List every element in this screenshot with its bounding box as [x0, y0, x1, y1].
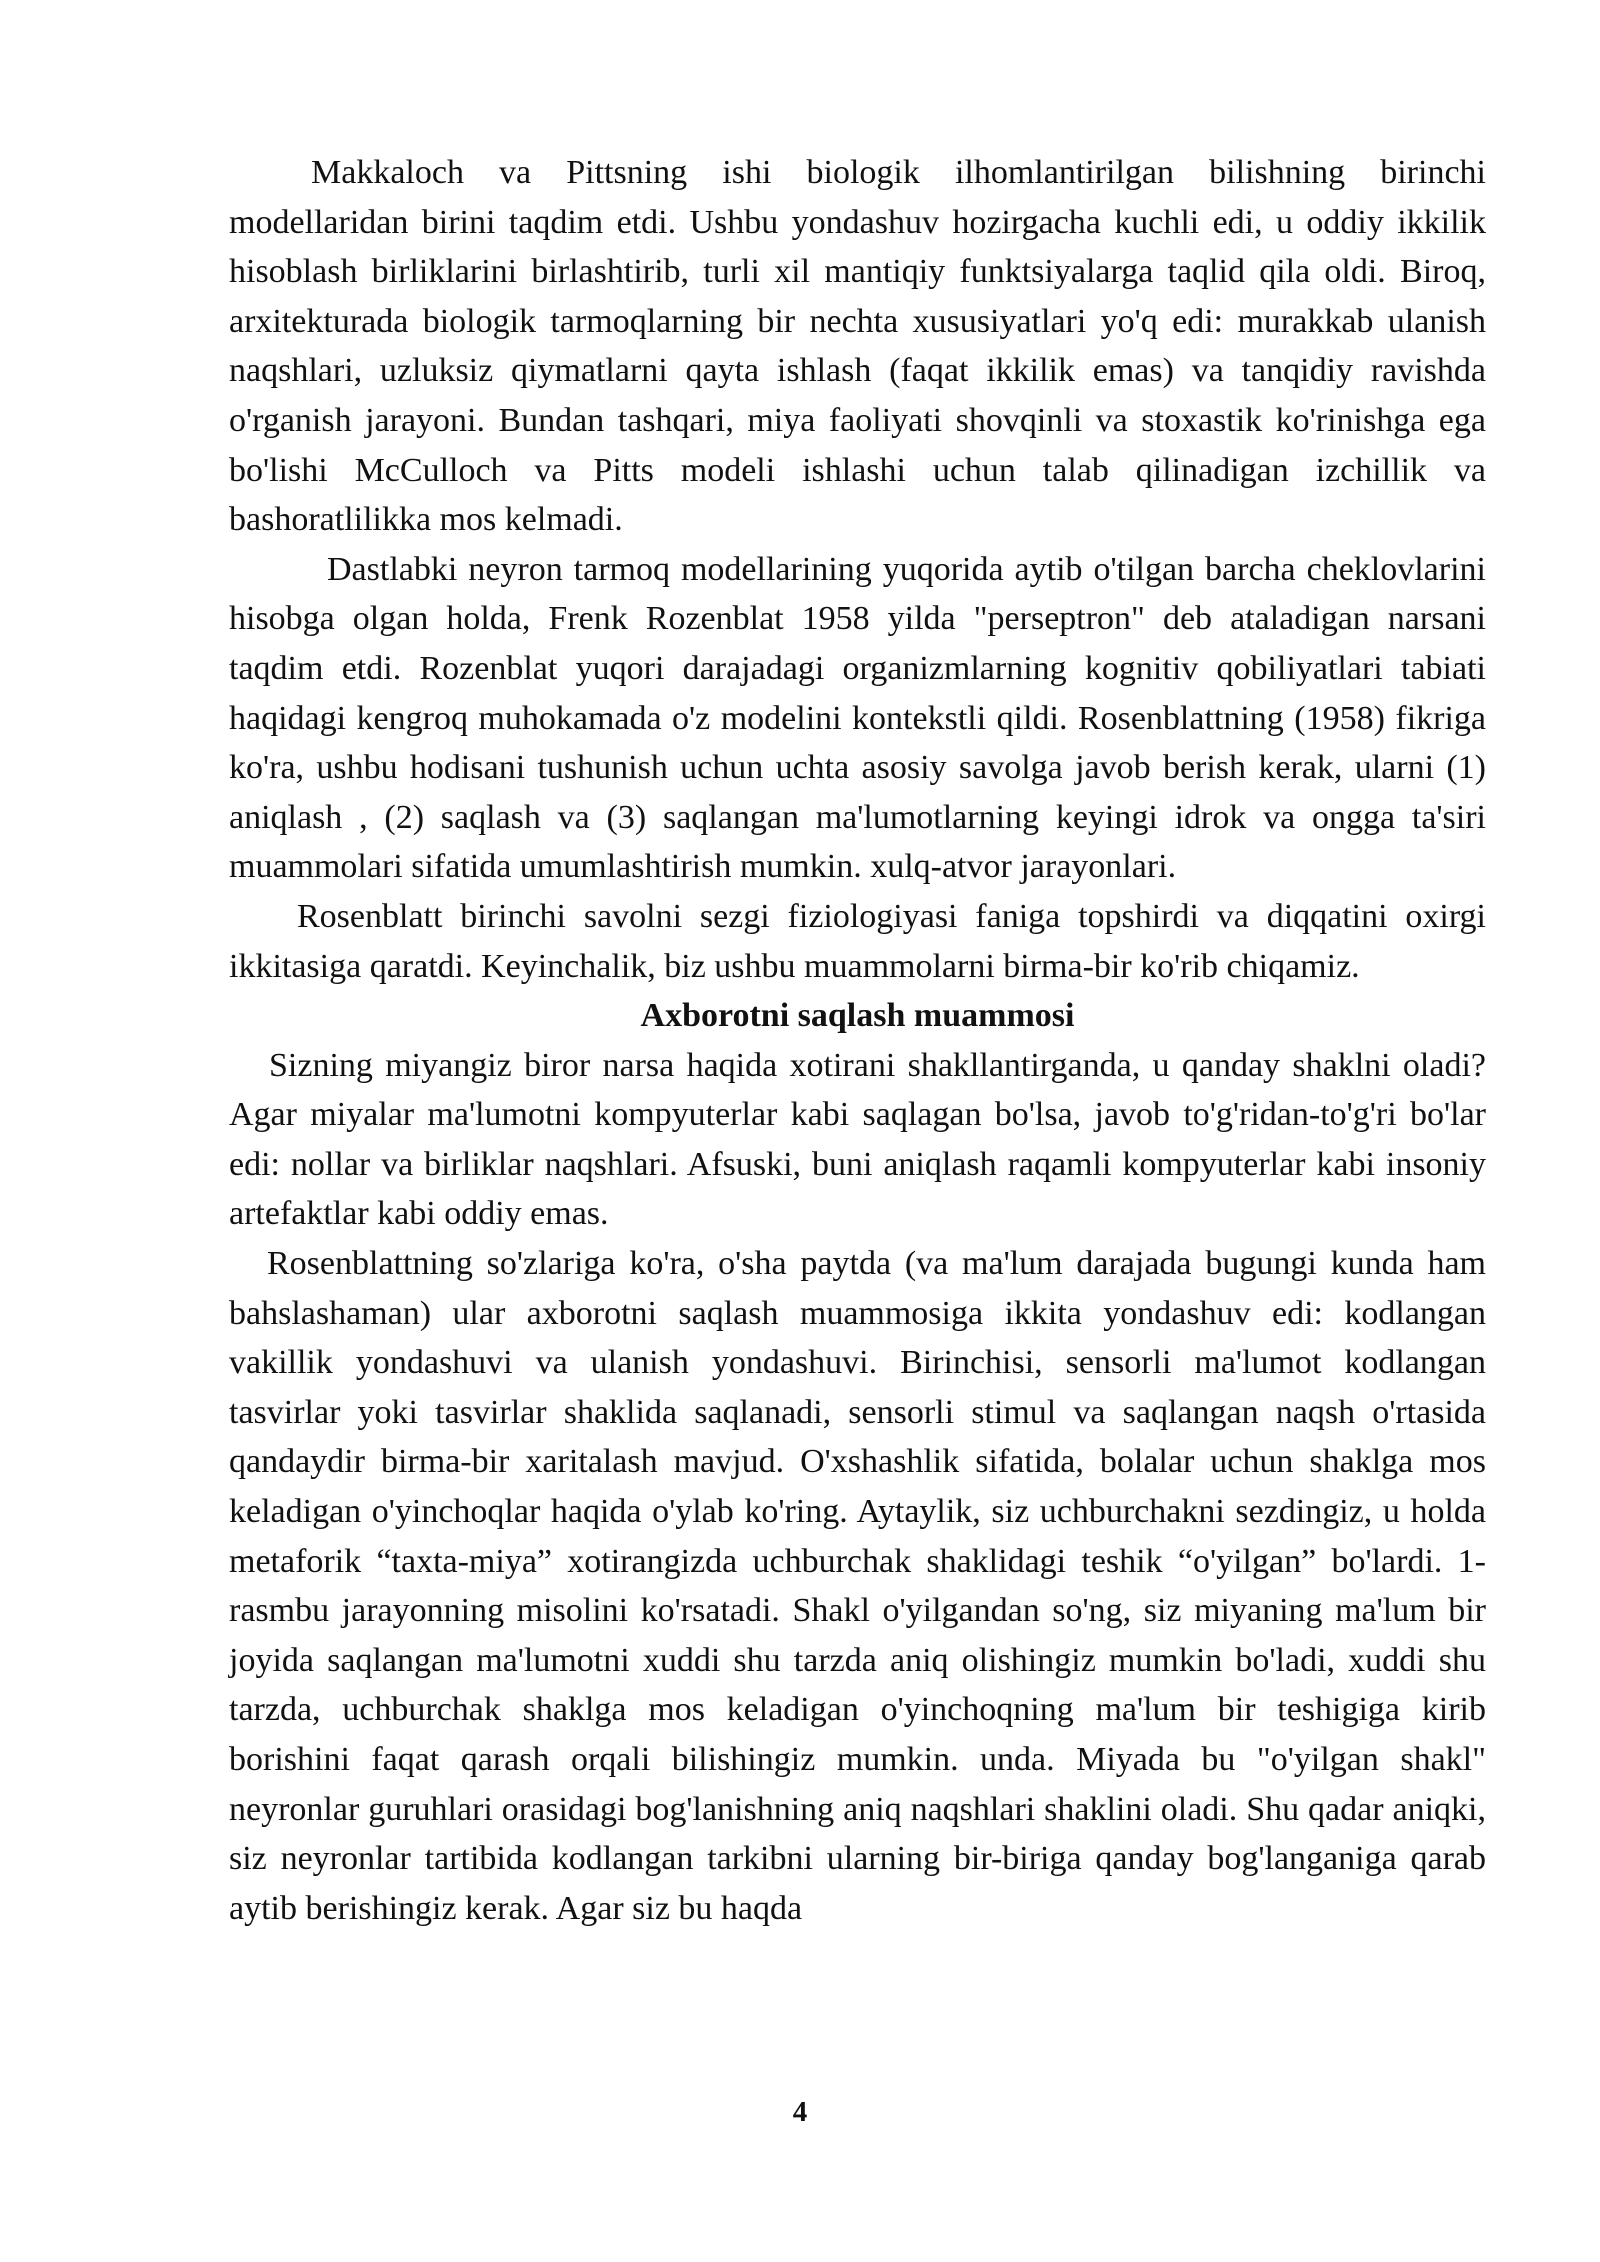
section-heading: Axborotni saqlash muammosi: [640, 997, 1075, 1035]
paragraph-perceptron-intro: Dastlabki neyron tarmoq modellarining yuqorida aytib o'tilgan barcha cheklovlarini hisobga olgan holda, Frenk Rozenblat 1958 yilda "perseptron" deb ataladigan narsani taqdim etdi. Rozenblat yuqori darajadagi organizmlarning kognitiv qobiliyatlari tabiati haqidagi kengroq muhokamada o'z modelini kontekstli qildi. Rosenblattning (1958) fikriga ko'ra, ushbu hodisani tushunish uchun uchta asosiy savolga javob berish kerak, ularni (1) aniqlash , (2) saqlash va (3) saqlangan ma'lumotlarning keyingi idrok va ongga ta'siri muammolari sifatida umumlashtirish mumkin. xulq-atvor jarayonlari.: [229, 550, 1486, 886]
paragraph-memory-form: Sizning miyangiz biror narsa haqida xotirani shakllantirganda, u qanday shaklni oladi? Agar miyalar ma'lumotni kompyuterlar kabi saqlagan bo'lsa, javob to'g'ridan-to'g'ri bo'lar edi: nollar va birliklar naqshlari. Afsuski, buni aniqlash raqamli kompyuterlar kabi insoniy artefaktlar kabi oddiy emas.: [229, 1046, 1486, 1233]
document-body: [229, 148, 1486, 1933]
page-number: 4: [792, 2096, 808, 2128]
paragraph-mcculloch-pitts: Makkaloch va Pittsning ishi biologik ilhomlantirilgan bilishning birinchi modellaridan birini taqdim etdi. Ushbu yondashuv hozirgacha kuchli edi, u oddiy ikkilik hisoblash birliklarini birlashtirib, turli xil mantiqiy funktsiyalarga taqlid qila oldi. Biroq, arxitekturada biologik tarmoqlarning bir nechta xususiyatlari yo'q edi: murakkab ulanish naqshlari, uzluksiz qiymatlarni qayta ishlash (faqat ikkilik emas) va tanqidiy ravishda o'rganish jarayoni. Bundan tashqari, miya faoliyati shovqinli va stoxastik ko'rinishga ega bo'lishi McCulloch va Pitts modeli ishlashi uchun talab qilinadigan izchillik va bashoratlilikka mos kelmadi.: [229, 154, 1486, 539]
paragraph-rosenblatt-questions: Rosenblatt birinchi savolni sezgi fiziologiyasi faniga topshirdi va diqqatini oxirgi ikkitasiga qaratdi. Keyinchalik, biz ushbu muammolarni birma-bir ko'rib chiqamiz.: [229, 897, 1486, 985]
paragraph-storage-approaches: Rosenblattning so'zlariga ko'ra, o'sha paytda (va ma'lum darajada bugungi kunda ham bahslashaman) ular axborotni saqlash muammosiga ikkita yondashuv edi: kodlangan vakillik yondashuvi va ulanish yondashuvi. Birinchisi, sensorli ma'lumot kodlangan tasvirlar yoki tasvirlar shaklida saqlanadi, sensorli stimul va saqlangan naqsh o'rtasida qandaydir birma-bir xaritalash mavjud. O'xshashlik sifatida, bolalar uchun shaklga mos keladigan o'yinchoqlar haqida o'ylab ko'ring. Aytaylik, siz uchburchakni sezdingiz, u holda metaforik “taxta-miya” xotirangizda uchburchak shaklidagi teshik “o'yilgan” bo'lardi. 1-rasmbu jarayonning misolini ko'rsatadi. Shakl o'yilgandan so'ng, siz miyaning ma'lum bir joyida saqlangan ma'lumotni xuddi shu tarzda aniq olishingiz mumkin bo'ladi, xuddi shu tarzda, uchburchak shaklga mos keladigan o'yinchoqning ma'lum bir teshigiga kirib borishini faqat qarash orqali bilishingiz mumkin. unda. Miyada bu "o'yilgan shakl" neyronlar guruhlari orasidagi bog'lanishning aniq naqshlari shaklini oladi. Shu qadar aniqki, siz neyronlar tartibida kodlangan tarkibni ularning bir-biriga qanday bog'langaniga qarab aytib berishingiz kerak. Agar siz bu haqda: [229, 1245, 1486, 1927]
